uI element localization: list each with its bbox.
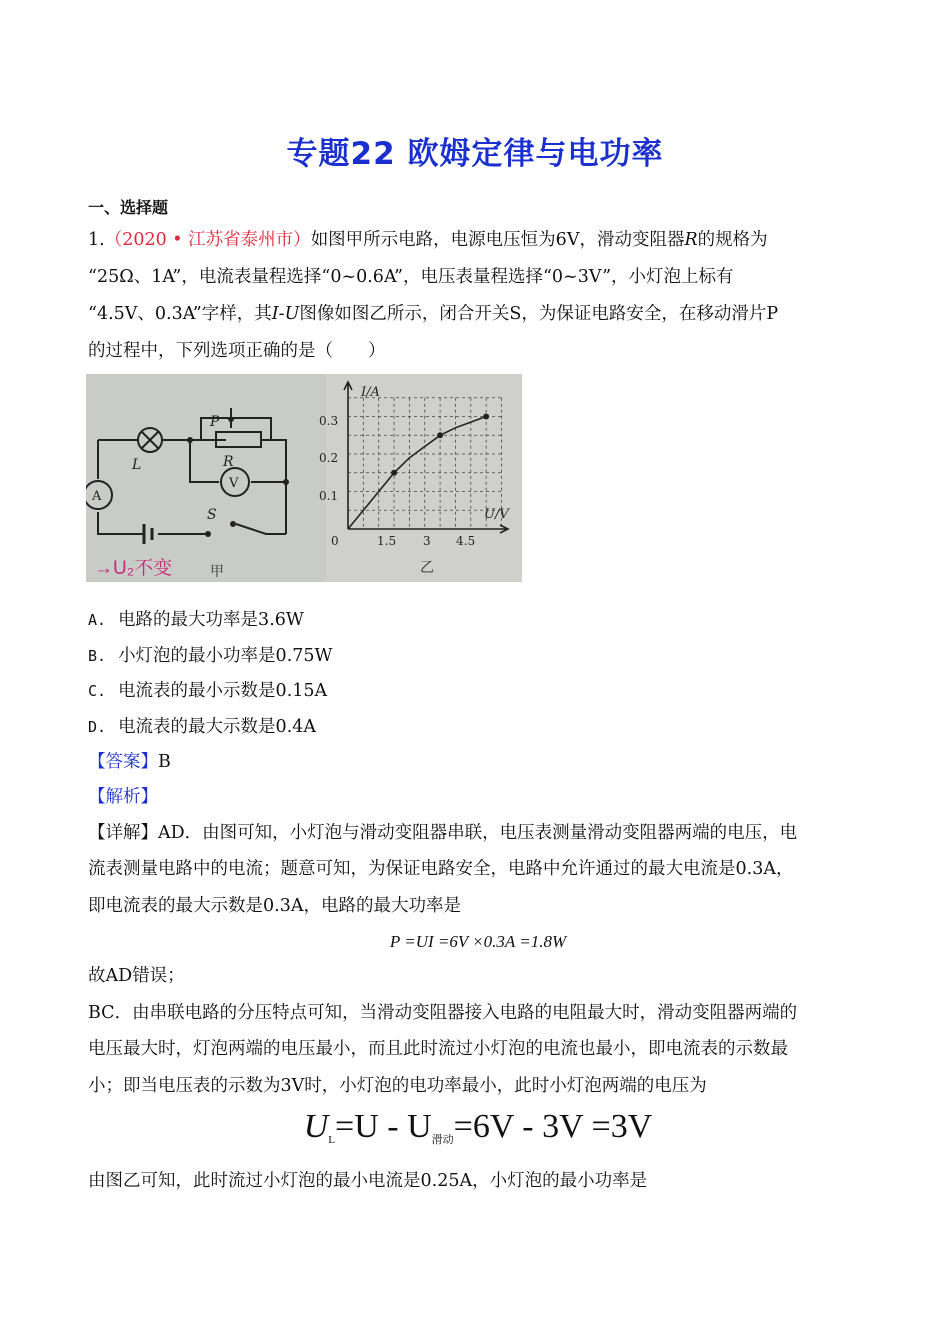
- option-c[interactable]: [88, 673, 868, 709]
- option-letter: C.: [88, 682, 107, 700]
- formula-subscript: 滑动: [431, 1134, 454, 1146]
- option-b[interactable]: [88, 638, 868, 674]
- option-letter: A.: [88, 611, 107, 629]
- section-heading: 一、选择题: [88, 198, 169, 217]
- detail-line-2: 流表测量电路中的电流；题意可知，为保证电路安全，电路中允许通过的最大电流是0.3A，: [88, 859, 794, 879]
- answer-label: 【答案】: [88, 752, 158, 772]
- voltmeter-label: V: [229, 476, 239, 491]
- resistor-symbol: R: [684, 230, 698, 250]
- rheostat-label: R: [223, 454, 234, 470]
- lamp-label: L: [132, 457, 142, 473]
- iu-symbol: I-U: [271, 304, 300, 324]
- formula-lamp-voltage: [88, 1104, 868, 1163]
- option-letter: D.: [88, 718, 107, 736]
- curve-point: [483, 414, 489, 420]
- question-line-3: [88, 296, 868, 332]
- formula-text: =U - U: [335, 1108, 432, 1145]
- page-title: 专题22 欧姆定律与电功率: [286, 136, 664, 172]
- circuit-and-graph-figure: [86, 374, 522, 582]
- detail-line-3: 即电流表的最大示数是0.3A，电路的最大功率是: [88, 896, 461, 916]
- y-axis-label: I/A: [361, 385, 380, 400]
- detail-label: 【详解】: [88, 823, 158, 843]
- option-letter: B.: [88, 647, 107, 665]
- y-tick: 0.3: [319, 414, 339, 428]
- question-line-1: [88, 222, 868, 258]
- formula-symbol: U: [303, 1108, 329, 1145]
- origin-label: 0: [331, 534, 339, 548]
- answer-line: [88, 744, 868, 780]
- detail-line-7: 小；即当电压表的示数为3V时，小灯泡的电功率最小，此时小灯泡两端的电压为: [88, 1076, 707, 1096]
- slider-label: P: [210, 414, 220, 430]
- option-a[interactable]: [88, 602, 868, 638]
- question-number: 1.: [88, 230, 105, 250]
- analysis-label: 【解析】: [88, 787, 158, 807]
- option-d[interactable]: [88, 709, 868, 745]
- detail-line-8: 由图乙可知，此时流过小灯泡的最小电流是0.25A，小灯泡的最小功率是: [88, 1171, 648, 1191]
- question-source: （2020 • 江苏省泰州市）: [104, 230, 311, 250]
- handwritten-note: →U₂不变: [94, 558, 173, 579]
- circuit-caption: 甲: [210, 564, 224, 580]
- detail-line-4: 故AD错误；: [88, 966, 185, 986]
- graph-caption: 乙: [420, 560, 434, 576]
- y-tick: 0.2: [319, 451, 339, 465]
- switch-label: S: [207, 507, 217, 523]
- curve-point: [437, 432, 443, 438]
- formula-subscript: L: [328, 1134, 336, 1146]
- option-text: 电路的最大功率是3.6W: [118, 610, 304, 630]
- question-text: “4.5V、0.3A”字样，其: [88, 304, 272, 324]
- curve-point: [391, 470, 397, 476]
- option-text: 小灯泡的最小功率是0.75W: [118, 646, 333, 666]
- question-line-4: 的过程中，下列选项正确的是（ ）: [88, 341, 386, 361]
- question-line-2: “25Ω、1A”，电流表量程选择“0~0.6A”，电压表量程选择“0~3V”，小灯泡上标有: [88, 267, 734, 287]
- ammeter-label: A: [92, 489, 102, 504]
- formula-max-power: P =UI =6V ×0.3A =1.8W: [389, 932, 567, 951]
- option-text: 电流表的最大示数是0.4A: [118, 717, 317, 737]
- x-tick: 3: [423, 534, 431, 548]
- detail-line-5: BC．由串联电路的分压特点可知，当滑动变阻器接入电路的电阻最大时，滑动变阻器两端的: [88, 1003, 798, 1023]
- question-text: 如图甲所示电路，电源电压恒为6V，滑动变阻器: [310, 230, 685, 250]
- x-tick: 1.5: [377, 534, 397, 548]
- y-tick: 0.1: [319, 489, 339, 503]
- detail-line-6: 电压最大时，灯泡两端的电压最小，而且此时流过小灯泡的电流也最小，即电流表的示数最: [88, 1039, 788, 1059]
- question-text: 图像如图乙所示，闭合开关S，为保证电路安全，在移动滑片P: [299, 304, 779, 324]
- detail-text: AD．由图可知，小灯泡与滑动变阻器串联，电压表测量滑动变阻器两端的电压，电: [158, 823, 798, 843]
- x-axis-label: U/V: [484, 507, 509, 522]
- option-text: 电流表的最小示数是0.15A: [118, 681, 328, 701]
- answer-value: B: [158, 752, 171, 772]
- x-tick: 4.5: [456, 534, 476, 548]
- detail-line-1: [88, 815, 868, 851]
- question-text: 的规格为: [697, 230, 768, 250]
- formula-text: =6V - 3V =3V: [453, 1108, 653, 1145]
